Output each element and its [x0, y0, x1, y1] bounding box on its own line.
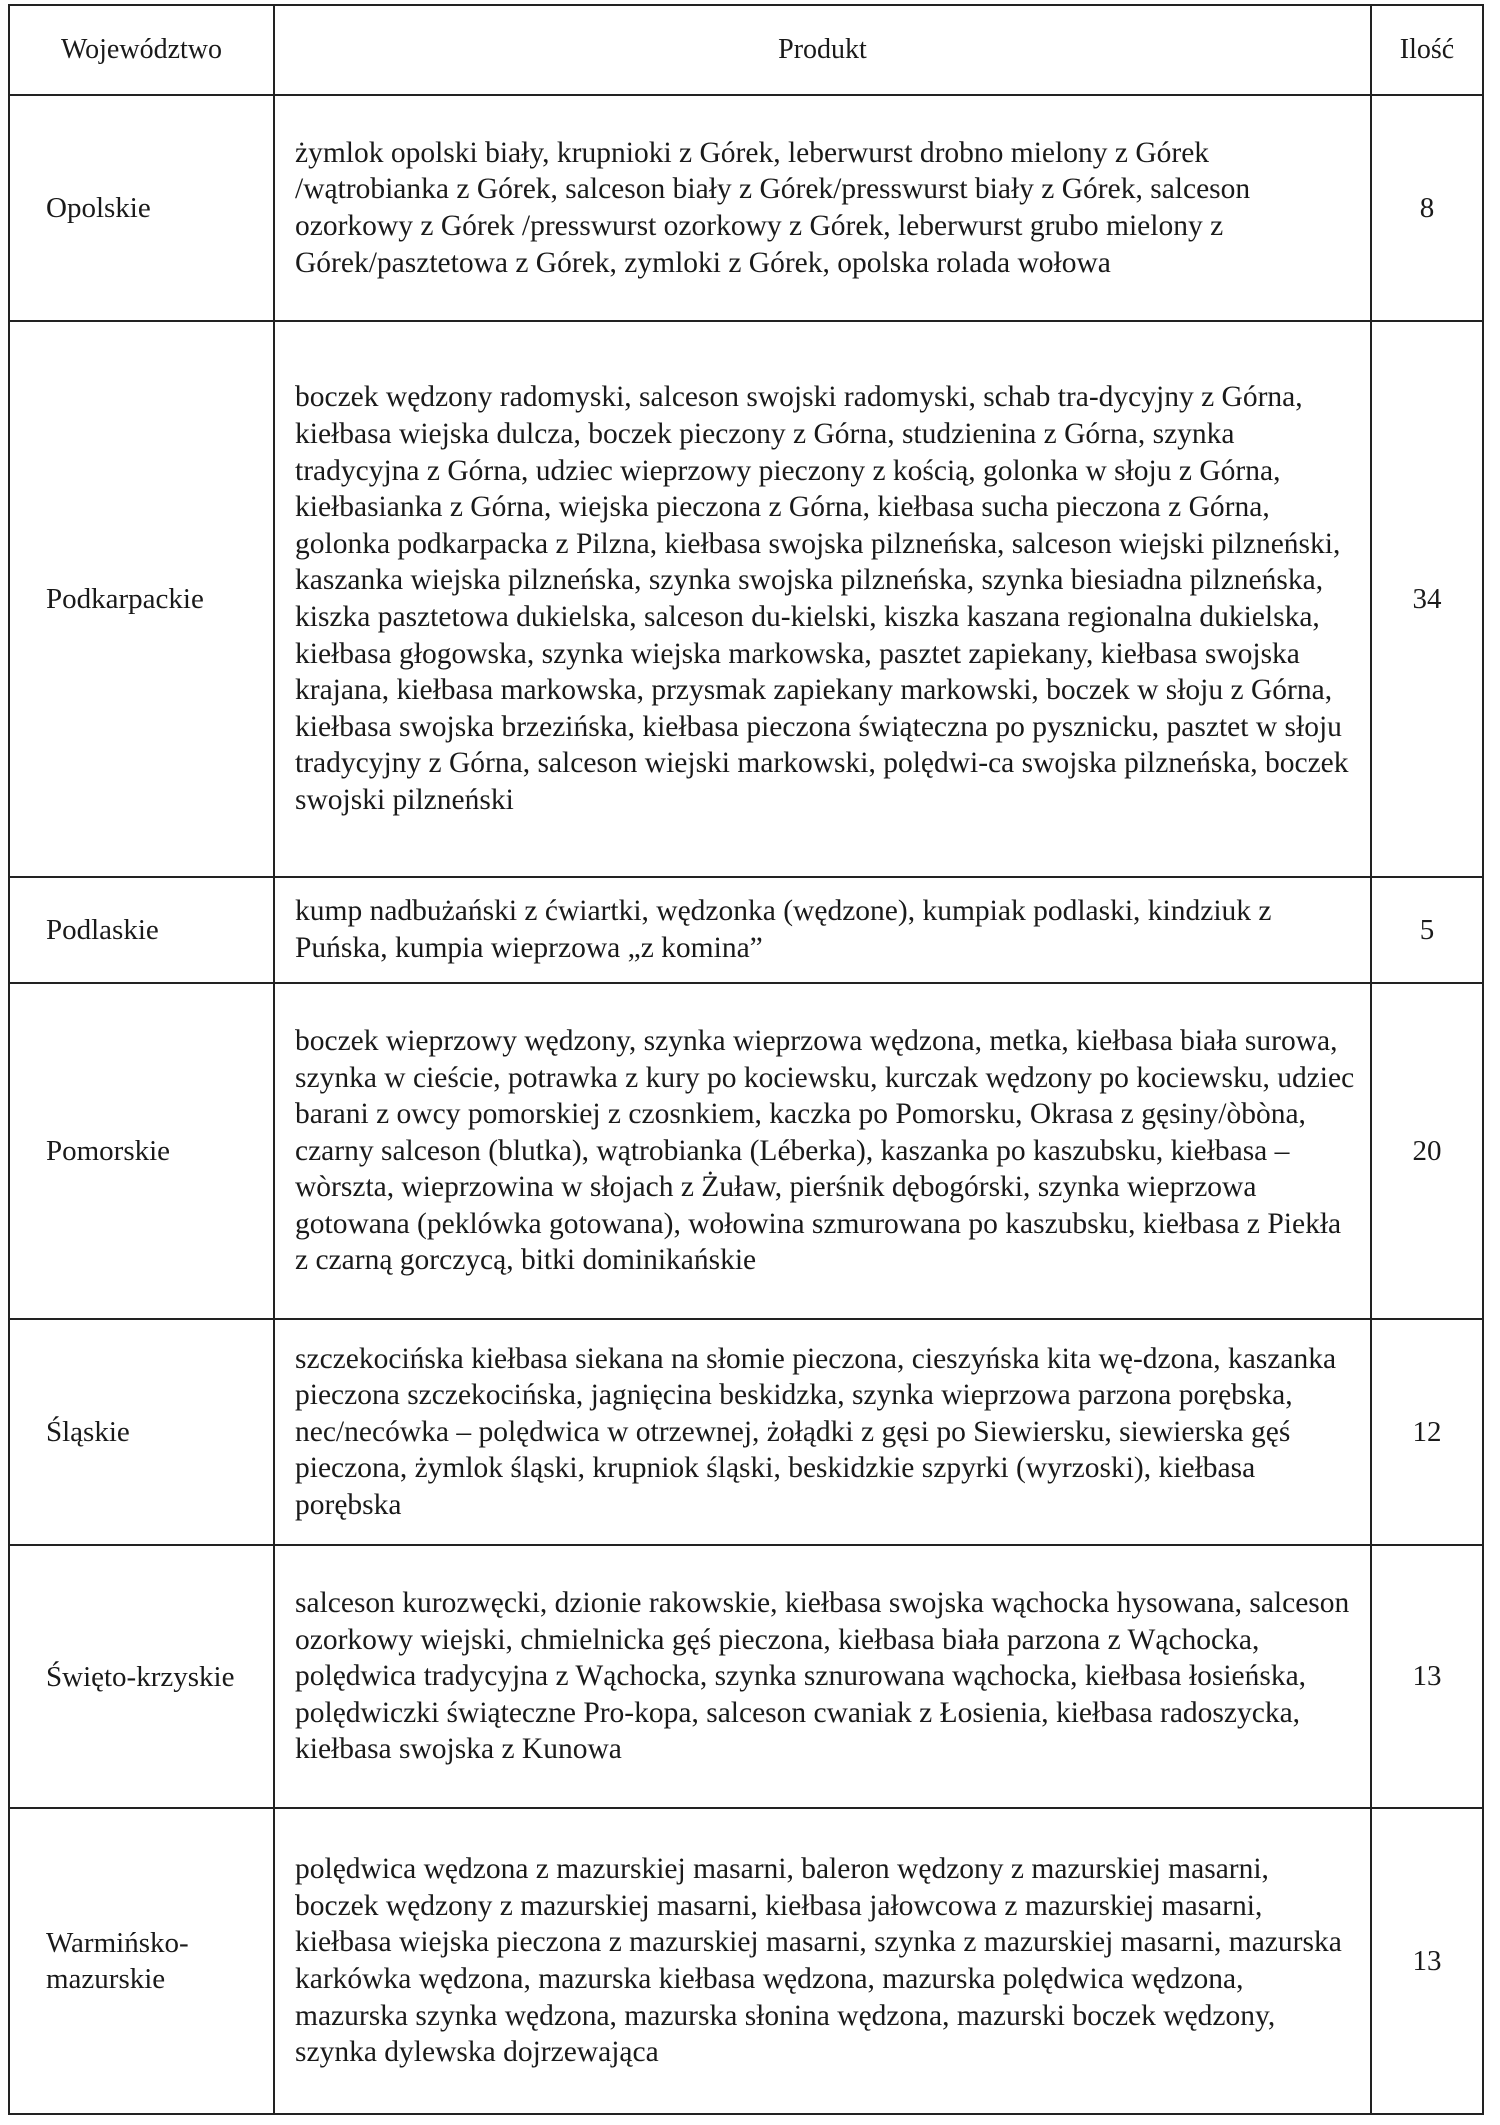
- products-cell: boczek wędzony radomyski, salceson swojski radomyski, schab tra-dycyjny z Górna, kiełbasa wiejska dulcza, boczek pieczony z Górna, studzienina z Górna, szynka tradycyjna z Górna, udziec wieprzowy pieczony z kością, golonka w słoju z Górna, kiełbasianka z Górna, wiejska pieczona z Górna, kiełbasa sucha pieczona z Górna, golonka podkarpacka z Pilzna, kiełbasa swojska pilzneńska, salceson wiejski pilzneński, kaszanka wiejska pilzneńska, szynka swojska pilzneńska, szynka biesiadna pilzneńska, kiszka pasztetowa dukielska, salceson du-kielski, kiszka kaszana regionalna dukielska, kiełbasa głogowska, szynka wiejska markowska, pasztet zapiekany, kiełbasa swojska krajana, kiełbasa markowska, przysmak zapiekany markowski, boczek w słoju z Górna, kiełbasa swojska brzezińska, kiełbasa pieczona świąteczna po pysznicku, pasztet w słoju tradycyjny z Górna, salceson wiejski markowski, polędwi-ca swojska pilzneńska, boczek swojski pilzneński: [274, 321, 1371, 877]
- products-cell: polędwica wędzona z mazurskiej masarni, baleron wędzony z mazurskiej masarni, boczek wędzony z mazurskiej masarni, kiełbasa jałowcowa z mazurskiej masarni, kiełbasa wiejska pieczona z mazurskiej masarni, szynka z mazurskiej masarni, mazurska karkówka wędzona, mazurska kiełbasa wędzona, mazurska polędwica wędzona, mazurska szynka wędzona, mazurska słonina wędzona, mazurski boczek wędzony, szynka dylewska dojrzewająca: [274, 1808, 1371, 2114]
- table-row: [9, 321, 1483, 877]
- region-cell: Podlaskie: [9, 877, 274, 983]
- products-cell: żymlok opolski biały, krupnioki z Górek, leberwurst drobno mielony z Górek /wątrobianka z Górek, salceson biały z Górek/presswurst biały z Górek, salceson ozorkowy z Górek /presswurst ozorkowy z Górek, leberwurst grubo mielony z Górek/pasztetowa z Górek, zymloki z Górek, opolska rolada wołowa: [274, 95, 1371, 321]
- count-cell: 13: [1371, 1808, 1483, 2114]
- count-cell: 8: [1371, 95, 1483, 321]
- region-cell: Pomorskie: [9, 983, 274, 1319]
- count-cell: 20: [1371, 983, 1483, 1319]
- count-cell: 12: [1371, 1319, 1483, 1545]
- table-row: [9, 1319, 1483, 1545]
- table-row: [9, 877, 1483, 983]
- column-header-wojewodztwo: Województwo: [9, 5, 274, 95]
- products-cell: boczek wieprzowy wędzony, szynka wieprzowa wędzona, metka, kiełbasa biała surowa, szynka w cieście, potrawka z kury po kociewsku, kurczak wędzony po kociewsku, udziec barani z owcy pomorskiej z czosnkiem, kaczka po Pomorsku, Okrasa z gęsiny/òbòna, czarny salceson (blutka), wątrobianka (Léberka), kaszanka po kaszubsku, kiełbasa – wòrszta, wieprzowina w słojach z Żuław, pierśnik dębogórski, szynka wieprzowa gotowana (peklówka gotowana), wołowina szmurowana po kaszubsku, kiełbasa z Piekła z czarną gorczycą, bitki dominikańskie: [274, 983, 1371, 1319]
- column-header-ilosc: Ilość: [1371, 5, 1483, 95]
- column-header-produkt: Produkt: [274, 5, 1371, 95]
- table-row: [9, 1808, 1483, 2114]
- products-cell: szczekocińska kiełbasa siekana na słomie pieczona, cieszyńska kita wę-dzona, kaszanka pieczona szczekocińska, jagnięcina beskidzka, szynka wieprzowa parzona porębska, nec/necówka – polędwica w otrzewnej, żołądki z gęsi po Siewiersku, siewierska gęś pieczona, żymlok śląski, krupniok śląski, beskidzkie szpyrki (wyrzoski), kiełbasa porębska: [274, 1319, 1371, 1545]
- count-cell: 34: [1371, 321, 1483, 877]
- table-row: [9, 983, 1483, 1319]
- table-row: [9, 1545, 1483, 1808]
- region-cell: Podkarpackie: [9, 321, 274, 877]
- table-row: [9, 95, 1483, 321]
- count-cell: 13: [1371, 1545, 1483, 1808]
- region-cell: Opolskie: [9, 95, 274, 321]
- region-cell: Śląskie: [9, 1319, 274, 1545]
- products-table: [8, 4, 1484, 2115]
- table-header-row: [9, 5, 1483, 95]
- products-cell: salceson kurozwęcki, dzionie rakowskie, kiełbasa swojska wąchocka hysowana, salceson ozorkowy wiejski, chmielnicka gęś pieczona, kiełbasa biała parzona z Wąchocka, polędwica tradycyjna z Wąchocka, szynka sznurowana wąchocka, kiełbasa łosieńska, polędwiczki świąteczne Pro-kopa, salceson cwaniak z Łosienia, kiełbasa radoszycka, kiełbasa swojska z Kunowa: [274, 1545, 1371, 1808]
- region-cell: Warmińsko-mazurskie: [9, 1808, 274, 2114]
- region-cell: Święto-krzyskie: [9, 1545, 274, 1808]
- count-cell: 5: [1371, 877, 1483, 983]
- products-cell: kump nadbużański z ćwiartki, wędzonka (wędzone), kumpiak podlaski, kindziuk z Puńska, kumpia wieprzowa „z komina”: [274, 877, 1371, 983]
